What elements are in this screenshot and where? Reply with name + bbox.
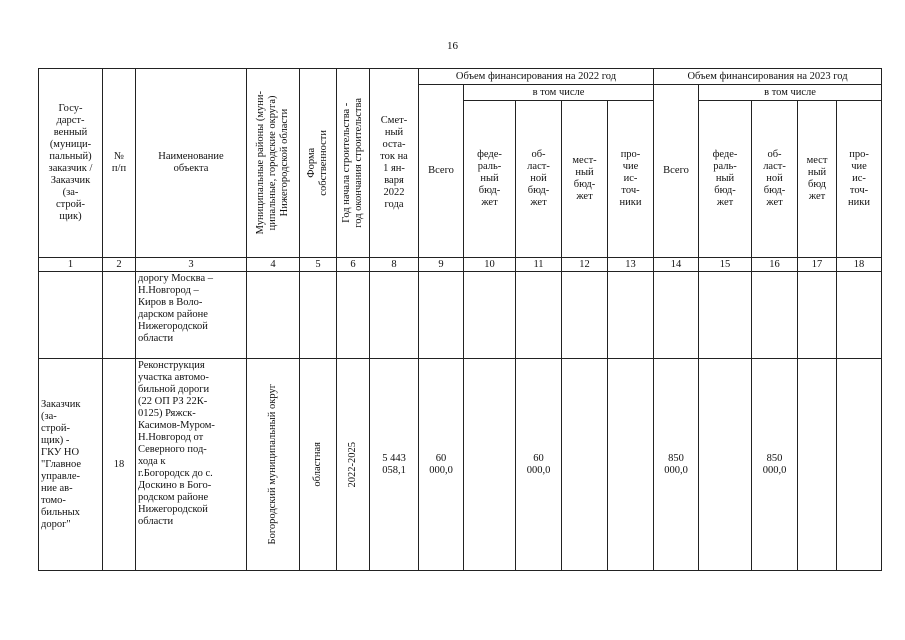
header-years-text: Год начала строительства - год окончания строительства: [341, 98, 364, 228]
cell-num: 18: [103, 359, 136, 571]
header-ownership: [300, 69, 337, 258]
header-regional-2023: об- ласт- ной бюд- жет: [752, 101, 798, 258]
cell-local-2022: [562, 359, 608, 571]
financing-table: [38, 68, 882, 571]
cell-regional-2022: 60 000,0: [516, 359, 562, 571]
header-years: [337, 69, 370, 258]
cell-federal-2023: [699, 272, 752, 359]
cell-total-2023: 850 000,0: [654, 359, 699, 571]
column-numbers-row: [39, 258, 882, 272]
column-number: 6: [337, 258, 370, 272]
cell-federal-2023: [699, 359, 752, 571]
cell-regional-2023: [752, 272, 798, 359]
cell-customer: Заказчик (за- строй- щик) - ГКУ НО "Главное управле- ние ав- томо- бильных дорог": [39, 359, 103, 571]
cell-ownership: [300, 272, 337, 359]
cell-object-name: Реконструкция участка автомо- бильной дороги (22 ОП РЗ 22К- 0125) Ряжск- Касимов-Муром- Н.Новгород от Северного под- хода к г.Богородск до с. Доскино в Бого- родском районе Нижегородской области: [136, 359, 247, 571]
header-other-2022: про- чие ис- точ- ники: [608, 101, 654, 258]
cell-ownership-text: областная: [312, 442, 323, 487]
cell-local-2023: [798, 359, 837, 571]
cell-total-2023: [654, 272, 699, 359]
cell-other-2022: [608, 272, 654, 359]
header-municipal: [247, 69, 300, 258]
cell-object-name: дорогу Москва – Н.Новгород – Киров в Воло- дарском районе Нижегородской области: [136, 272, 247, 359]
header-federal-2023: феде- раль- ный бюд- жет: [699, 101, 752, 258]
column-number: 13: [608, 258, 654, 272]
cell-local-2022: [562, 272, 608, 359]
column-number: 9: [419, 258, 464, 272]
cell-num: [103, 272, 136, 359]
cell-years: [337, 359, 370, 571]
column-number: 14: [654, 258, 699, 272]
column-number: 17: [798, 258, 837, 272]
header-estimate: Смет- ный оста- ток на 1 ян- варя 2022 года: [370, 69, 419, 258]
header-total-2023: Всего: [654, 85, 699, 258]
header-total-2022: Всего: [419, 85, 464, 258]
cell-other-2023: [837, 272, 882, 359]
header-local-2023: мест ный бюд жет: [798, 101, 837, 258]
cell-total-2022: [419, 272, 464, 359]
cell-estimate: 5 443 058,1: [370, 359, 419, 571]
cell-total-2022: 60 000,0: [419, 359, 464, 571]
header-municipal-text: Муниципальные районы (муни- ципальные, городские округа) Нижегородской области: [255, 91, 290, 235]
table-row: [39, 272, 882, 359]
header-including-2022: в том числе: [464, 85, 654, 101]
column-number: 16: [752, 258, 798, 272]
header-fin-2022: Объем финансирования на 2022 год: [419, 69, 654, 85]
cell-customer: [39, 272, 103, 359]
column-number: 1: [39, 258, 103, 272]
cell-municipal: [247, 272, 300, 359]
cell-local-2023: [798, 272, 837, 359]
cell-other-2022: [608, 359, 654, 571]
header-regional-2022: об- ласт- ной бюд- жет: [516, 101, 562, 258]
column-number: 15: [699, 258, 752, 272]
header-including-2023: в том числе: [699, 85, 882, 101]
header-customer: Госу- дарст- венный (муници- пальный) заказчик / Заказчик (за- строй- щик): [39, 69, 103, 258]
header-local-2022: мест- ный бюд- жет: [562, 101, 608, 258]
cell-years-text: 2022-2025: [347, 441, 358, 488]
column-number: 12: [562, 258, 608, 272]
cell-regional-2022: [516, 272, 562, 359]
cell-federal-2022: [464, 359, 516, 571]
column-number: 10: [464, 258, 516, 272]
column-number: 11: [516, 258, 562, 272]
cell-estimate: [370, 272, 419, 359]
cell-ownership: [300, 359, 337, 571]
cell-municipal-text: Богородский муниципальный округ: [267, 384, 278, 545]
cell-federal-2022: [464, 272, 516, 359]
cell-other-2023: [837, 359, 882, 571]
header-other-2023: про- чие ис- точ- ники: [837, 101, 882, 258]
header-object-name: Наименование объекта: [136, 69, 247, 258]
column-number: 3: [136, 258, 247, 272]
column-number: 2: [103, 258, 136, 272]
column-number: 8: [370, 258, 419, 272]
cell-municipal: [247, 359, 300, 571]
column-number: 4: [247, 258, 300, 272]
cell-years: [337, 272, 370, 359]
header-num: № п/п: [103, 69, 136, 258]
header-federal-2022: феде- раль- ный бюд- жет: [464, 101, 516, 258]
column-number: 5: [300, 258, 337, 272]
header-ownership-text: Форма собственности: [306, 130, 329, 196]
header-fin-2023: Объем финансирования на 2023 год: [654, 69, 882, 85]
table-row: [39, 359, 882, 571]
page-number: 16: [447, 40, 458, 52]
column-number: 18: [837, 258, 882, 272]
cell-regional-2023: 850 000,0: [752, 359, 798, 571]
